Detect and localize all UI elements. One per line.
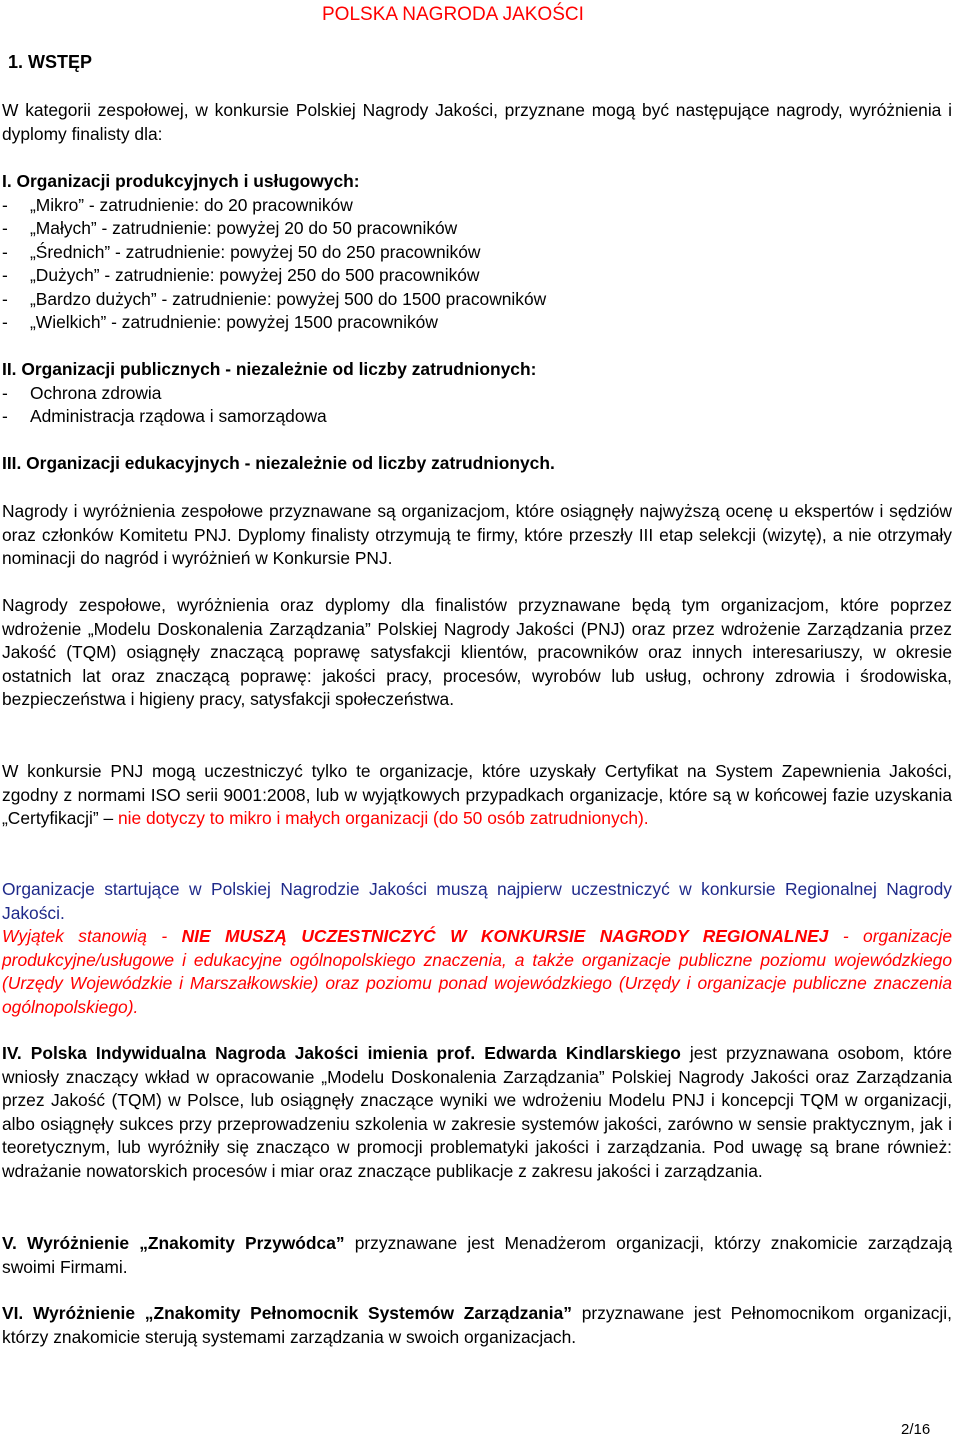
category-1-title: I. Organizacji produkcyjnych i usługowych: — [2, 171, 360, 191]
list-item: - „Małych” - zatrudnienie: powyżej 20 do 50 pracowników — [2, 218, 458, 238]
list-item: - „Mikro” - zatrudnienie: do 20 pracowników — [2, 194, 353, 215]
category-1 — [2, 170, 952, 335]
category-2-title: II. Organizacji publicznych - niezależnie od liczby zatrudnionych: — [2, 359, 537, 379]
paragraph-representative-award: VI. Wyróżnienie „Znakomity Pełnomocnik Systemów Zarządzania” przyznawane jest Pełnomocnikom organizacji, którzy znakomicie sterują systemami zarządzania w swoich organizacjach. — [2, 1303, 952, 1347]
section-title: 1. WSTĘP — [8, 52, 93, 72]
paragraph-criteria: Nagrody zespołowe, wyróżnienia oraz dyplomy dla finalistów przyznawane będą tym organizacjom, które poprzez wdrożenie „Modelu Doskonalenia Zarządzania” Polskiej Nagrody Jakości (PNJ) oraz przez wdrożenie Zarządzania przez Jakość (TQM) osiągnęły znaczącą poprawę satysfakcji klientów, pracowników oraz innych interesariuszy, w okresie ostatnich lat oraz znaczącą poprawę: jakości pracy, procesów, wyrobów lub usług, ochrony zdrowia i środowiska, bezpieczeństwa i higieny pracy, satysfakcji społeczeństwa. — [2, 595, 952, 709]
paragraph-awards: Nagrody i wyróżnienia zespołowe przyznawane są organizacjom, które osiągnęły najwyższą ocenę u ekspertów i sędziów oraz członków Komitetu PNJ. Dyplomy finalisty otrzymują te firmy, które przeszły III etap selekcji (wizytę), a nie otrzymały nominacji do nagród i wyróżnień w Konkursie PNJ. — [2, 501, 952, 568]
list-item: - „Dużych” - zatrudnienie: powyżej 250 do 500 pracowników — [2, 265, 480, 285]
list-item: - Ochrona zdrowia — [2, 382, 162, 403]
category-3-title: III. Organizacji edukacyjnych - niezależnie od liczby zatrudnionych. — [2, 453, 555, 473]
list-item: - „Wielkich” - zatrudnienie: powyżej 1500 pracowników — [2, 312, 438, 332]
document-header: POLSKA NAGRODA JAKOŚCI — [322, 4, 584, 25]
list-item: - Administracja rządowa i samorządowa — [2, 406, 327, 426]
paragraph-regional: Organizacje startujące w Polskiej Nagrodzie Jakości muszą najpierw uczestniczyć w konkursie Regionalnej Nagrody Jakości. Wyjątek stanowią - NIE MUSZĄ UCZESTNICZYĆ W KONKURSIE NAGRODY REGIONALNEJ - organizacje produkcyjne/usługowe i edukacyjne ogólnopolskiego znaczenia, a także organizacje publiczne poziomu wojewódzkiego (Urzędy Wojewódzkie i Marszałkowskie) oraz poziomu ponad wojewódzkiego (Urzędy i organizacje publiczne znaczenia ogólnopolskiego). — [2, 879, 952, 1017]
category-2 — [2, 358, 952, 429]
list-item: - „Średnich” - zatrudnienie: powyżej 50 do 250 pracowników — [2, 241, 481, 262]
paragraph-iso: W konkursie PNJ mogą uczestniczyć tylko te organizacje, które uzyskały Certyfikat na System Zapewnienia Jakości, zgodny z normami ISO serii 9001:2008, lub w wyjątkowych przypadkach organizacje, które są w końcowej fazie uzyskania „Certyfikacji” – nie dotyczy to mikro i małych organizacji (do 50 osób zatrudnionych). — [2, 761, 952, 828]
paragraph-individual-award: IV. Polska Indywidualna Nagroda Jakości imienia prof. Edwarda Kindlarskiego jest przyznawana osobom, które wniosły znaczący wkład w opracowanie „Modelu Doskonalenia Zarządzania” Polskiej Nagrody Jakości oraz Zarządzania przez Jakość (TQM) w Polsce, lub osiągnęły znaczące wyniki we wdrożeniu Modelu PNJ i koncepcji TQM w organizacji, albo osiągnęły sukces przy przeprowadzeniu szkolenia w zakresie systemów jakości, zarówno w sensie praktycznym, jak i teoretycznym, lub wyróżniły się znacząco w promocji problematyki jakości i zarządzania. Pod uwagę są brane również: wdrażanie nowatorskich procesów i miar oraz znaczące publikacje z zakresu jakości i zarządzania. — [2, 1043, 952, 1181]
page-number: 2/16 — [901, 1421, 931, 1438]
list-item: - „Bardzo dużych” - zatrudnienie: powyżej 500 do 1500 pracowników — [2, 288, 547, 309]
paragraph-leader-award: V. Wyróżnienie „Znakomity Przywódca” przyznawane jest Menadżerom organizacji, którzy znakomicie zarządzają swoimi Firmami. — [2, 1233, 952, 1277]
intro-paragraph: W kategorii zespołowej, w konkursie Polskiej Nagrody Jakości, przyznane mogą być następujące nagrody, wyróżnienia i dyplomy finalisty dla: — [2, 100, 952, 144]
